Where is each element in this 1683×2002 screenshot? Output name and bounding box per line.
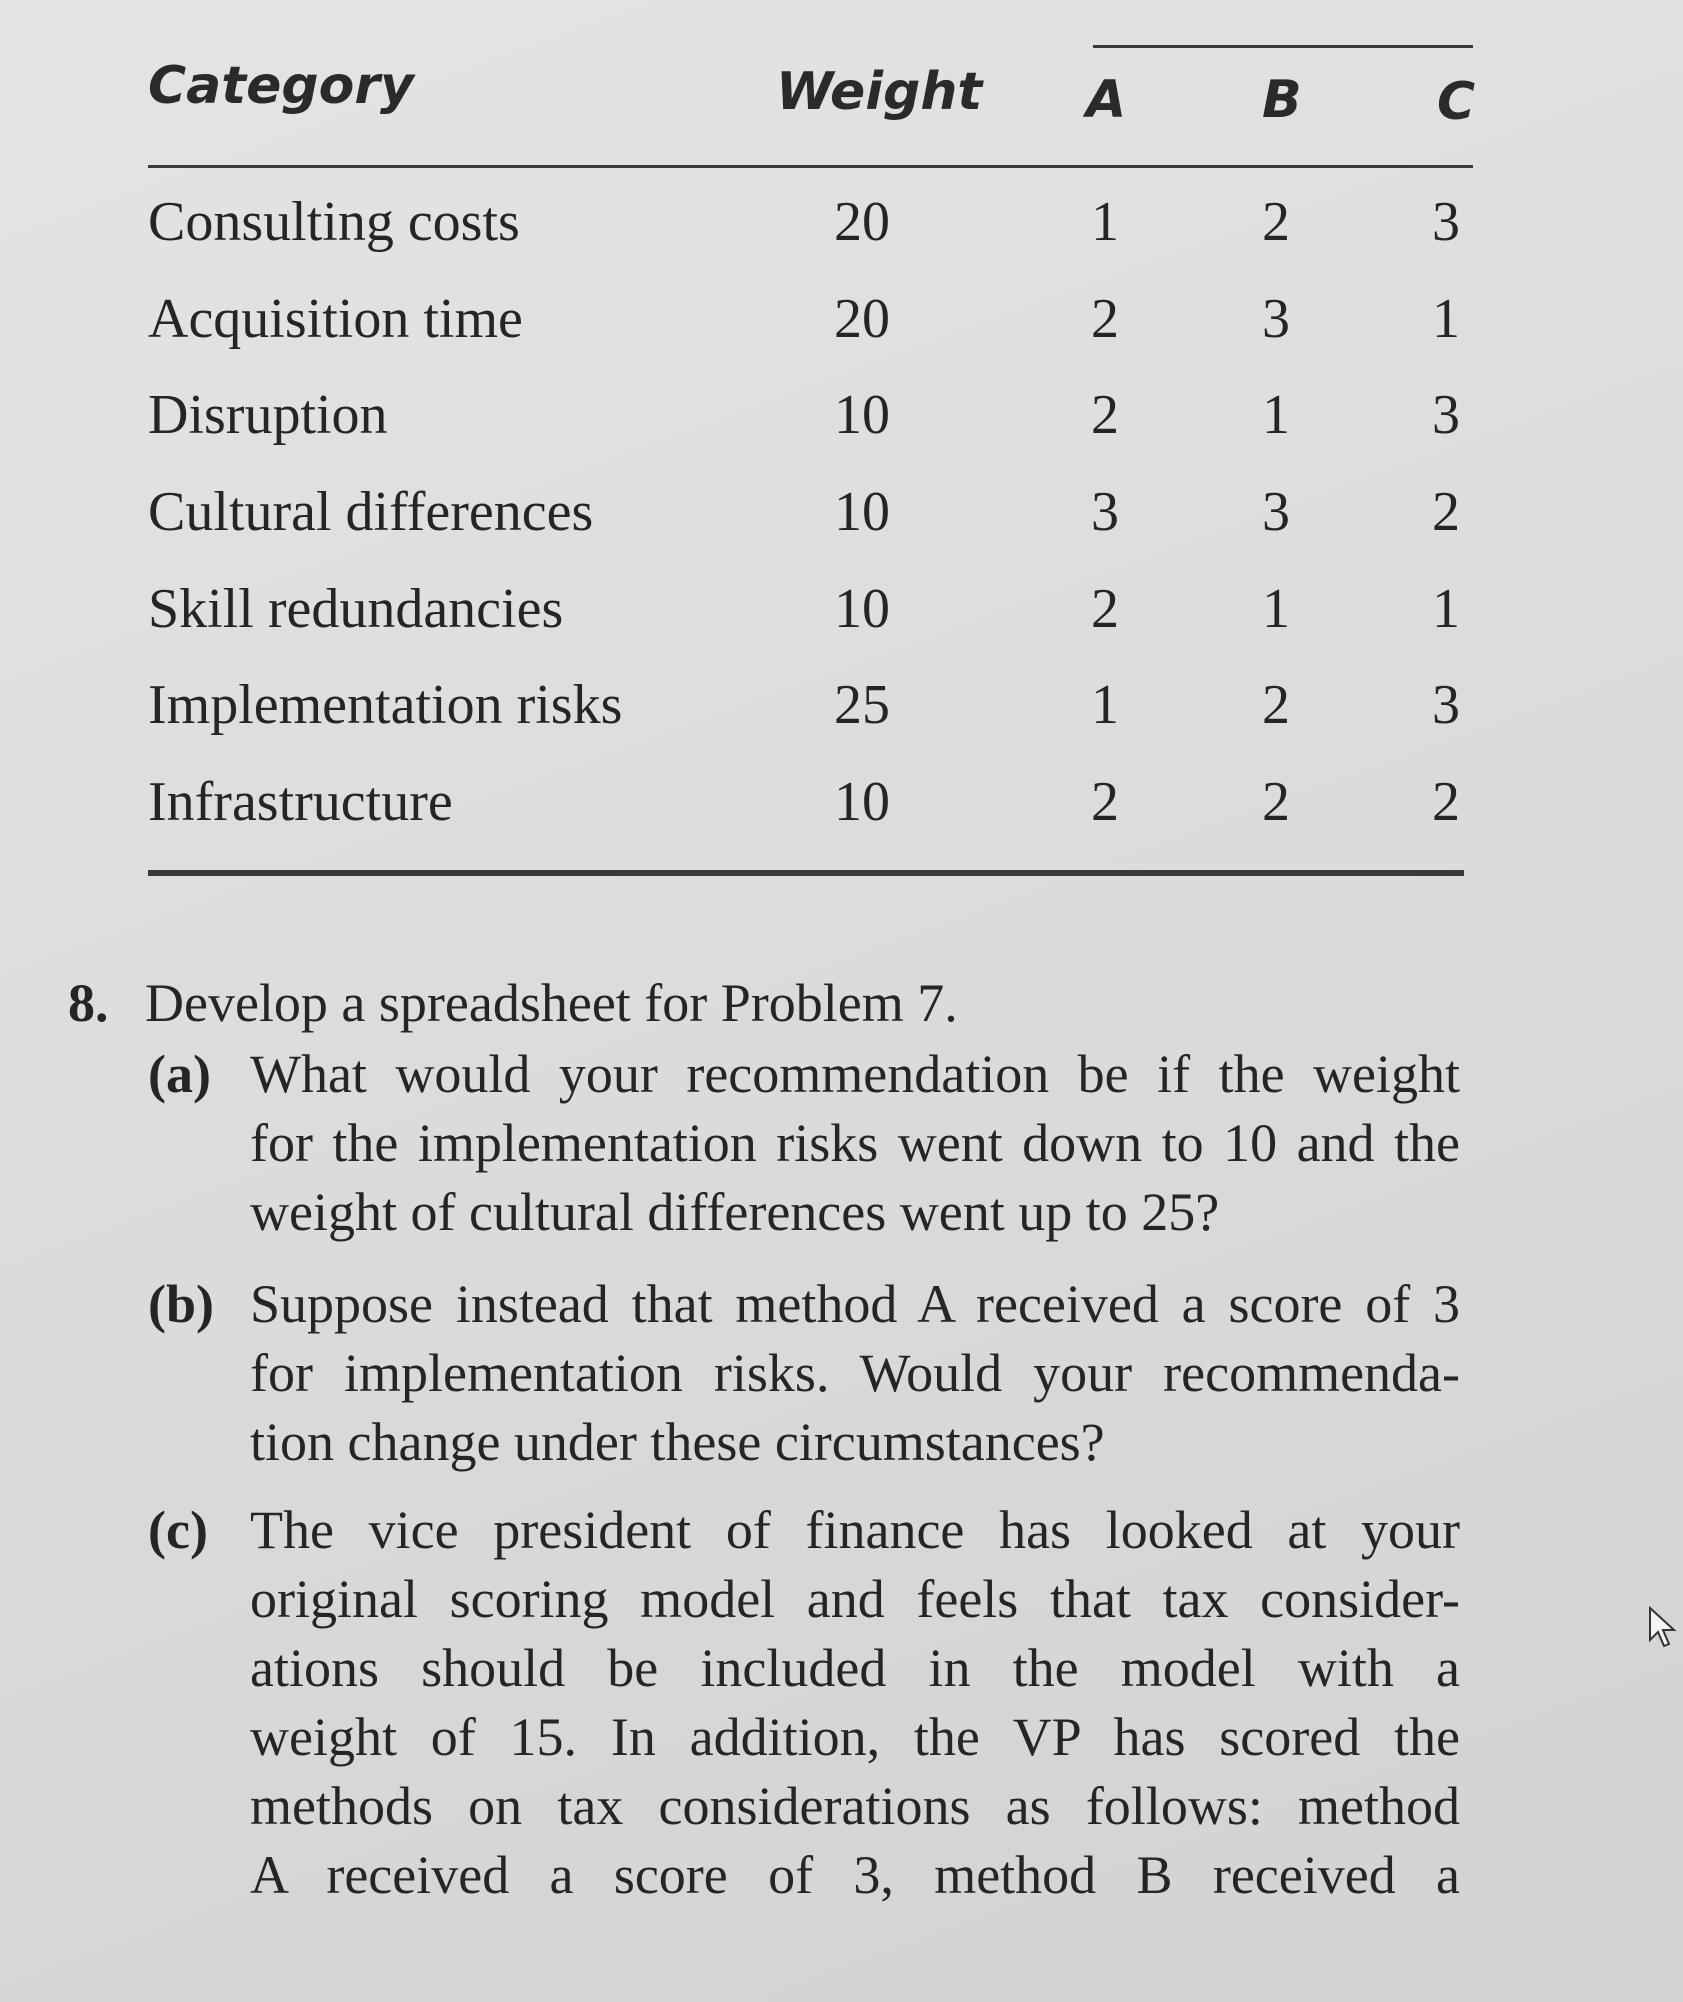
row-category: Implementation risks <box>148 674 623 736</box>
row-b-value: 3 <box>1262 481 1290 543</box>
row-weight-value: 20 <box>834 288 890 350</box>
row-category: Consulting costs <box>148 191 520 253</box>
row-weight-value: 10 <box>834 481 890 543</box>
header-category: Category <box>148 56 414 116</box>
row-a-value: 2 <box>1091 771 1119 833</box>
row-b-value: 2 <box>1262 674 1290 736</box>
part-text-line: Suppose instead that method A received a score of 3 <box>250 1274 1460 1334</box>
table-bottom-rule <box>148 870 1464 876</box>
row-c-value: 2 <box>1432 771 1460 833</box>
row-c-value: 1 <box>1432 578 1460 640</box>
part-label: (b) <box>148 1274 214 1334</box>
row-category: Infrastructure <box>148 771 453 833</box>
header-top-rule <box>1093 45 1473 48</box>
row-weight-value: 10 <box>834 578 890 640</box>
row-c-value: 3 <box>1432 674 1460 736</box>
part-text-line: for implementation risks. Would your recommenda- <box>250 1343 1460 1403</box>
row-weight-value: 25 <box>834 674 890 736</box>
problem-number: 8. <box>68 973 109 1033</box>
row-a-value: 1 <box>1091 674 1119 736</box>
header-bottom-rule <box>148 165 1473 168</box>
row-c-value: 2 <box>1432 481 1460 543</box>
row-b-value: 1 <box>1262 578 1290 640</box>
part-text-line: The vice president of finance has looked at your <box>250 1500 1460 1560</box>
mouse-pointer-icon <box>1648 1606 1678 1650</box>
row-weight-value: 20 <box>834 191 890 253</box>
row-category: Acquisition time <box>148 288 523 350</box>
part-text-line: A received a score of 3, method B received a <box>250 1845 1460 1905</box>
row-a-value: 3 <box>1091 481 1119 543</box>
header-b: B <box>1262 70 1302 130</box>
part-text-line: weight of 15. In addition, the VP has scored the <box>250 1707 1460 1767</box>
row-a-value: 2 <box>1091 384 1119 446</box>
part-text-line: for the implementation risks went down to 10 and the <box>250 1113 1460 1173</box>
row-b-value: 2 <box>1262 771 1290 833</box>
row-category: Cultural differences <box>148 481 594 543</box>
header-weight: Weight <box>776 62 983 122</box>
row-b-value: 2 <box>1262 191 1290 253</box>
header-a: A <box>1086 70 1127 130</box>
row-b-value: 3 <box>1262 288 1290 350</box>
part-label: (a) <box>148 1044 211 1104</box>
row-weight-value: 10 <box>834 771 890 833</box>
row-category: Skill redundancies <box>148 578 564 640</box>
row-b-value: 1 <box>1262 384 1290 446</box>
part-label: (c) <box>148 1500 208 1560</box>
problem-intro: Develop a spreadsheet for Problem 7. <box>145 973 958 1033</box>
row-a-value: 2 <box>1091 578 1119 640</box>
part-text-line: ations should be included in the model with a <box>250 1638 1460 1698</box>
part-text-line: What would your recommendation be if the weight <box>250 1044 1460 1104</box>
row-category: Disruption <box>148 384 388 446</box>
part-text-line: weight of cultural differences went up to 25? <box>250 1182 1220 1242</box>
row-c-value: 1 <box>1432 288 1460 350</box>
row-c-value: 3 <box>1432 191 1460 253</box>
row-a-value: 2 <box>1091 288 1119 350</box>
row-c-value: 3 <box>1432 384 1460 446</box>
part-text-line: tion change under these circumstances? <box>250 1412 1105 1472</box>
header-c: C <box>1437 72 1476 132</box>
row-a-value: 1 <box>1091 191 1119 253</box>
row-weight-value: 10 <box>834 384 890 446</box>
part-text-line: original scoring model and feels that tax consider- <box>250 1569 1460 1629</box>
part-text-line: methods on tax considerations as follows: method <box>250 1776 1460 1836</box>
